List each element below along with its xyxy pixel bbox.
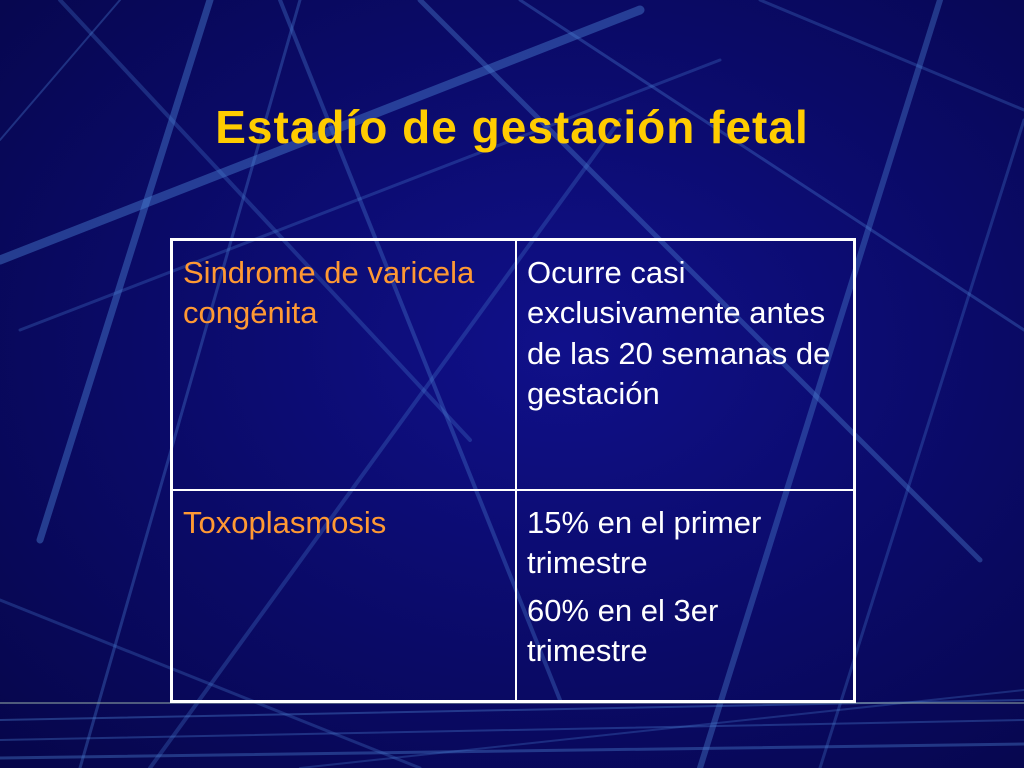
timing-cell <box>516 240 855 490</box>
timing-text: Ocurre casi exclusivamente antes de las 20 semanas de gestación <box>527 255 831 411</box>
decor-line <box>760 0 1024 110</box>
decor-line <box>0 720 1024 740</box>
condition-label: Sindrome de varicela congénita <box>183 255 475 331</box>
condition-cell <box>172 240 517 490</box>
timing-text: 60% en el 3er trimestre <box>527 593 719 669</box>
timing-cell <box>516 490 855 702</box>
table-row <box>172 490 855 702</box>
table-row <box>172 240 855 490</box>
timing-text: 15% en el primer trimestre <box>527 504 762 580</box>
content-table <box>170 238 856 703</box>
slide-title: Estadío de gestación fetal <box>215 101 809 153</box>
condition-cell <box>172 490 517 702</box>
condition-label: Toxoplasmosis <box>183 504 387 540</box>
